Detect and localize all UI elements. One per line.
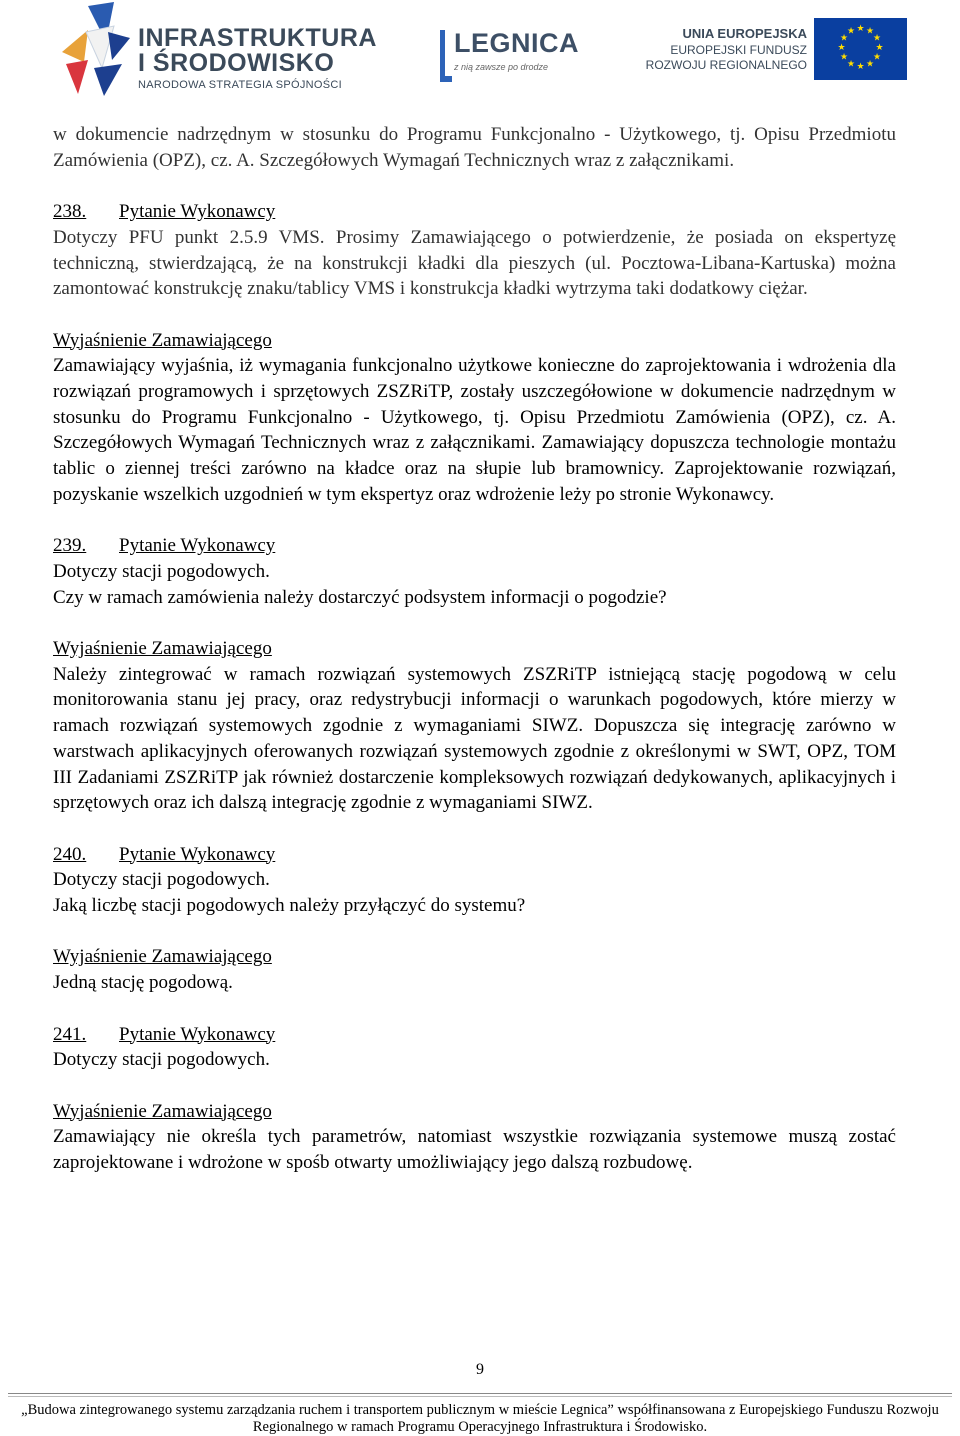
svg-text:★: ★: [846, 59, 856, 70]
ue-line-2: EUROPEJSKI FUNDUSZ: [670, 43, 807, 57]
question-number: 239.: [53, 535, 87, 557]
answer-heading: Wyjaśnienie Zamawiającego: [53, 329, 272, 351]
answer-heading: Wyjaśnienie Zamawiającego: [53, 638, 272, 659]
question-heading-241: [53, 1022, 896, 1048]
svg-text:★: ★: [865, 26, 875, 37]
question-text: Jaką liczbę stacji pogodowych należy przyłączyć do systemu?: [53, 895, 526, 917]
answer-text: Zamawiający wyjaśnia, iż wymagania funkcjonalno użytkowe konieczne do zaprojektowania i wdrożenia dla rozwiązań programowych i sprzętowych ZSZRiTP, zostały uszczegółowione w dokumencie nadrzędnym w stosunku do Programu Funkcjonalno - Użytkowego, tj. Opisu Przedmiotu Zamówienia (OPZ), cz. A. Szczegółowych Wymagań Technicznych wraz z załącznikami. Zamawiający dopuszcza technologie montażu tablic o ziennej treści zarówno na kładce oraz na słupie lub bramownicy. Zaprojektowanie rozwiązań, pozyskanie wszelkich uzgodnień w tym ekspertyz oraz wdrożenie leży po stronie Wykonawcy.: [53, 355, 896, 505]
page-number: 9: [476, 1361, 484, 1378]
question-label: Pytanie Wykonawcy: [119, 201, 276, 223]
question-number: 238.: [53, 201, 87, 223]
answer-text: Należy zintegrować w ramach rozwiązań systemowych ZSZRiTP istniejącą stację pogodową w celu monitorowania stanu jej pracy, oraz redystrybucji informacji o warunkach pogodowych, które mierzy w ramach rozwiązań systemowych zgodnie z wymaganiami SIWZ. Dopuszcza się integrację zarówno w warstwach aplikacyjnych oferowanych rozwiązań systemowych zgodnie z określonymi w SWT, OPZ, TOM III Zadaniami ZSZRiTP jak również dostarczenie kompleksowych rozwiązań dedykowanych, aplikacyjnych i sprzętowych oraz ich dalszą integrację zgodnie z wymaganiami SIWZ.: [53, 663, 896, 814]
legnica-name: LEGNICA: [454, 28, 579, 58]
svg-text:★: ★: [875, 43, 884, 53]
logo-line-3: NARODOWA STRATEGIA SPÓJNOŚCI: [138, 79, 342, 91]
answer-text: Jedną stację pogodową.: [53, 972, 233, 994]
document-body: [53, 122, 896, 1176]
ue-line-3: ROZWOJU REGIONALNEGO: [645, 58, 807, 72]
logo-infrastruktura-srodowisko: [58, 2, 377, 94]
question-text: Czy w ramach zamówienia należy dostarczyć podsystem informacji o pogodzie?: [53, 586, 667, 608]
logo-line-2: I ŚRODOWISKO: [138, 49, 335, 77]
question-label: Pytanie Wykonawcy: [119, 1023, 276, 1045]
logo-legnica: [440, 18, 579, 82]
answer-text: Zamawiający nie określa tych parametrów, natomiast wszystkie rozwiązania systemowe muszą zostać zaprojektowane i wdrożone w spośb otwarty umożliwiający jego dalszą rozbudowę.: [53, 1126, 896, 1173]
footer-project-note: „Budowa zintegrowanego systemu zarządzania ruchem i transportem publicznym w mieście Legnica” współfinansowana z Europejskiego Funduszu Rozwoju Regionalnego w ramach Programu Operacyjnego Infrastruktura i Środowisko.: [21, 1402, 939, 1435]
svg-text:★: ★: [839, 33, 849, 44]
question-text: Dotyczy stacji pogodowych.: [53, 560, 270, 582]
question-heading-238: [53, 199, 896, 225]
answer-heading: Wyjaśnienie Zamawiającego: [53, 946, 272, 968]
svg-text:★: ★: [856, 24, 865, 34]
intro-paragraph: w dokumencie nadrzędnym w stosunku do Programu Funkcjonalno - Użytkowego, tj. Opisu Przedmiotu Zamówienia (OPZ), cz. A. Szczegółowych Wymagań Technicznych wraz z załącznikami.: [53, 124, 896, 171]
logo-line-1: INFRASTRUKTURA: [138, 24, 377, 52]
footer-divider-secondary: [8, 1396, 952, 1397]
answer-heading: Wyjaśnienie Zamawiającego: [53, 1100, 272, 1122]
ue-line-1: UNIA EUROPEJSKA: [682, 26, 807, 41]
svg-text:★: ★: [839, 52, 849, 63]
svg-text:★: ★: [856, 62, 865, 72]
logo-unia-europejska: [642, 18, 907, 82]
question-heading-240: [53, 842, 896, 868]
svg-text:★: ★: [865, 59, 875, 70]
svg-text:★: ★: [837, 43, 846, 53]
svg-text:★: ★: [872, 52, 882, 63]
legnica-mark-icon: [440, 30, 452, 82]
page-header: [0, 0, 960, 100]
question-text: Dotyczy stacji pogodowych.: [53, 869, 270, 891]
question-number: 240.: [53, 843, 87, 865]
footer-divider: [8, 1393, 952, 1394]
question-label: Pytanie Wykonawcy: [119, 843, 276, 865]
legnica-slogan: z nią zawsze po drodze: [454, 62, 549, 72]
svg-text:★: ★: [846, 26, 856, 37]
eu-flag-icon: [814, 18, 907, 80]
question-text: Dotyczy stacji pogodowych.: [53, 1049, 270, 1071]
question-label: Pytanie Wykonawcy: [119, 535, 276, 557]
question-number: 241.: [53, 1023, 87, 1045]
infrastruktura-star-logo-icon: [58, 2, 134, 96]
question-heading-239: [53, 533, 896, 559]
svg-text:★: ★: [872, 33, 882, 44]
question-text: Dotyczy PFU punkt 2.5.9 VMS. Prosimy Zamawiającego o potwierdzenie, że posiada on ekspertyzę techniczną, stwierdzającą, że na konstrukcji kładki dla pieszych (ul. Pocztowa-Libana-Kartuska) można zamontować konstrukcję znaku/tablicy VMS i konstrukcja kładki wytrzyma taki dodatkowy ciężar.: [53, 226, 896, 300]
